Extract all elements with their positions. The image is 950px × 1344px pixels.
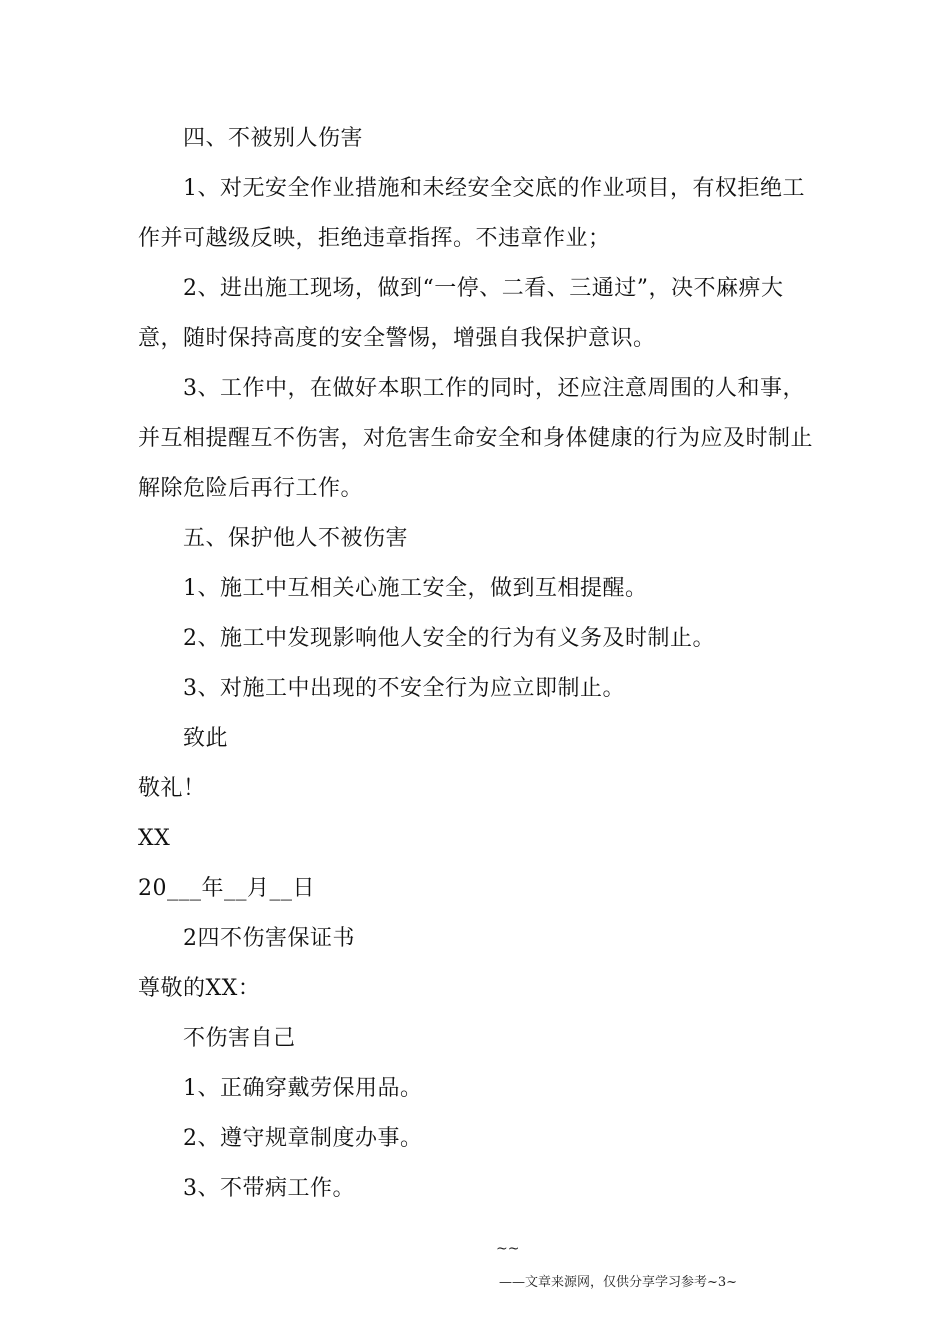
salutation: 敬礼！ (138, 776, 206, 801)
section-heading: 不伤害自己 (183, 1026, 296, 1051)
greeting: 尊敬的XX： (138, 976, 261, 1001)
paragraph-line: 2、施工中发现影响他人安全的行为有义务及时制止。 (183, 626, 715, 651)
paragraph-line: 解除危险后再行工作。 (138, 476, 364, 501)
paragraph-line: 作并可越级反映，拒绝违章指挥。不违章作业； (138, 226, 611, 251)
paragraph-line: 2、进出施工现场，做到“一停、二看、三通过”，决不麻痹大 (183, 276, 784, 301)
paragraph-line: 3、对施工中出现的不安全行为应立即制止。 (183, 676, 625, 701)
paragraph-line: 3、不带病工作。 (183, 1176, 355, 1201)
closing-line: 致此 (183, 726, 229, 751)
date-line: 20___年__月__日 (138, 876, 315, 901)
paragraph-line: 3、工作中，在做好本职工作的同时，还应注意周围的人和事， (183, 376, 805, 401)
paragraph-line: 1、施工中互相关心施工安全，做到互相提醒。 (183, 576, 648, 601)
document-title: 2四不伤害保证书 (183, 926, 355, 951)
paragraph-line: 意，随时保持高度的安全警惕，增强自我保护意识。 (138, 326, 656, 351)
paragraph-line: 2、遵守规章制度办事。 (183, 1126, 423, 1151)
paragraph-line: 并互相提醒互不伤害，对危害生命安全和身体健康的行为应及时制止 (138, 426, 814, 451)
section-heading-4: 四、不被别人伤害 (183, 126, 364, 151)
paragraph-line: 1、对无安全作业措施和未经安全交底的作业项目，有权拒绝工 (183, 176, 805, 201)
signature-name: XX (138, 826, 171, 851)
section-heading-5: 五、保护他人不被伤害 (183, 526, 409, 551)
footer-source-note: ——文章来源网，仅供分享学习参考~3~ (499, 1275, 738, 1290)
footer-tilde: ~~ (496, 1241, 520, 1257)
paragraph-line: 1、正确穿戴劳保用品。 (183, 1076, 423, 1101)
